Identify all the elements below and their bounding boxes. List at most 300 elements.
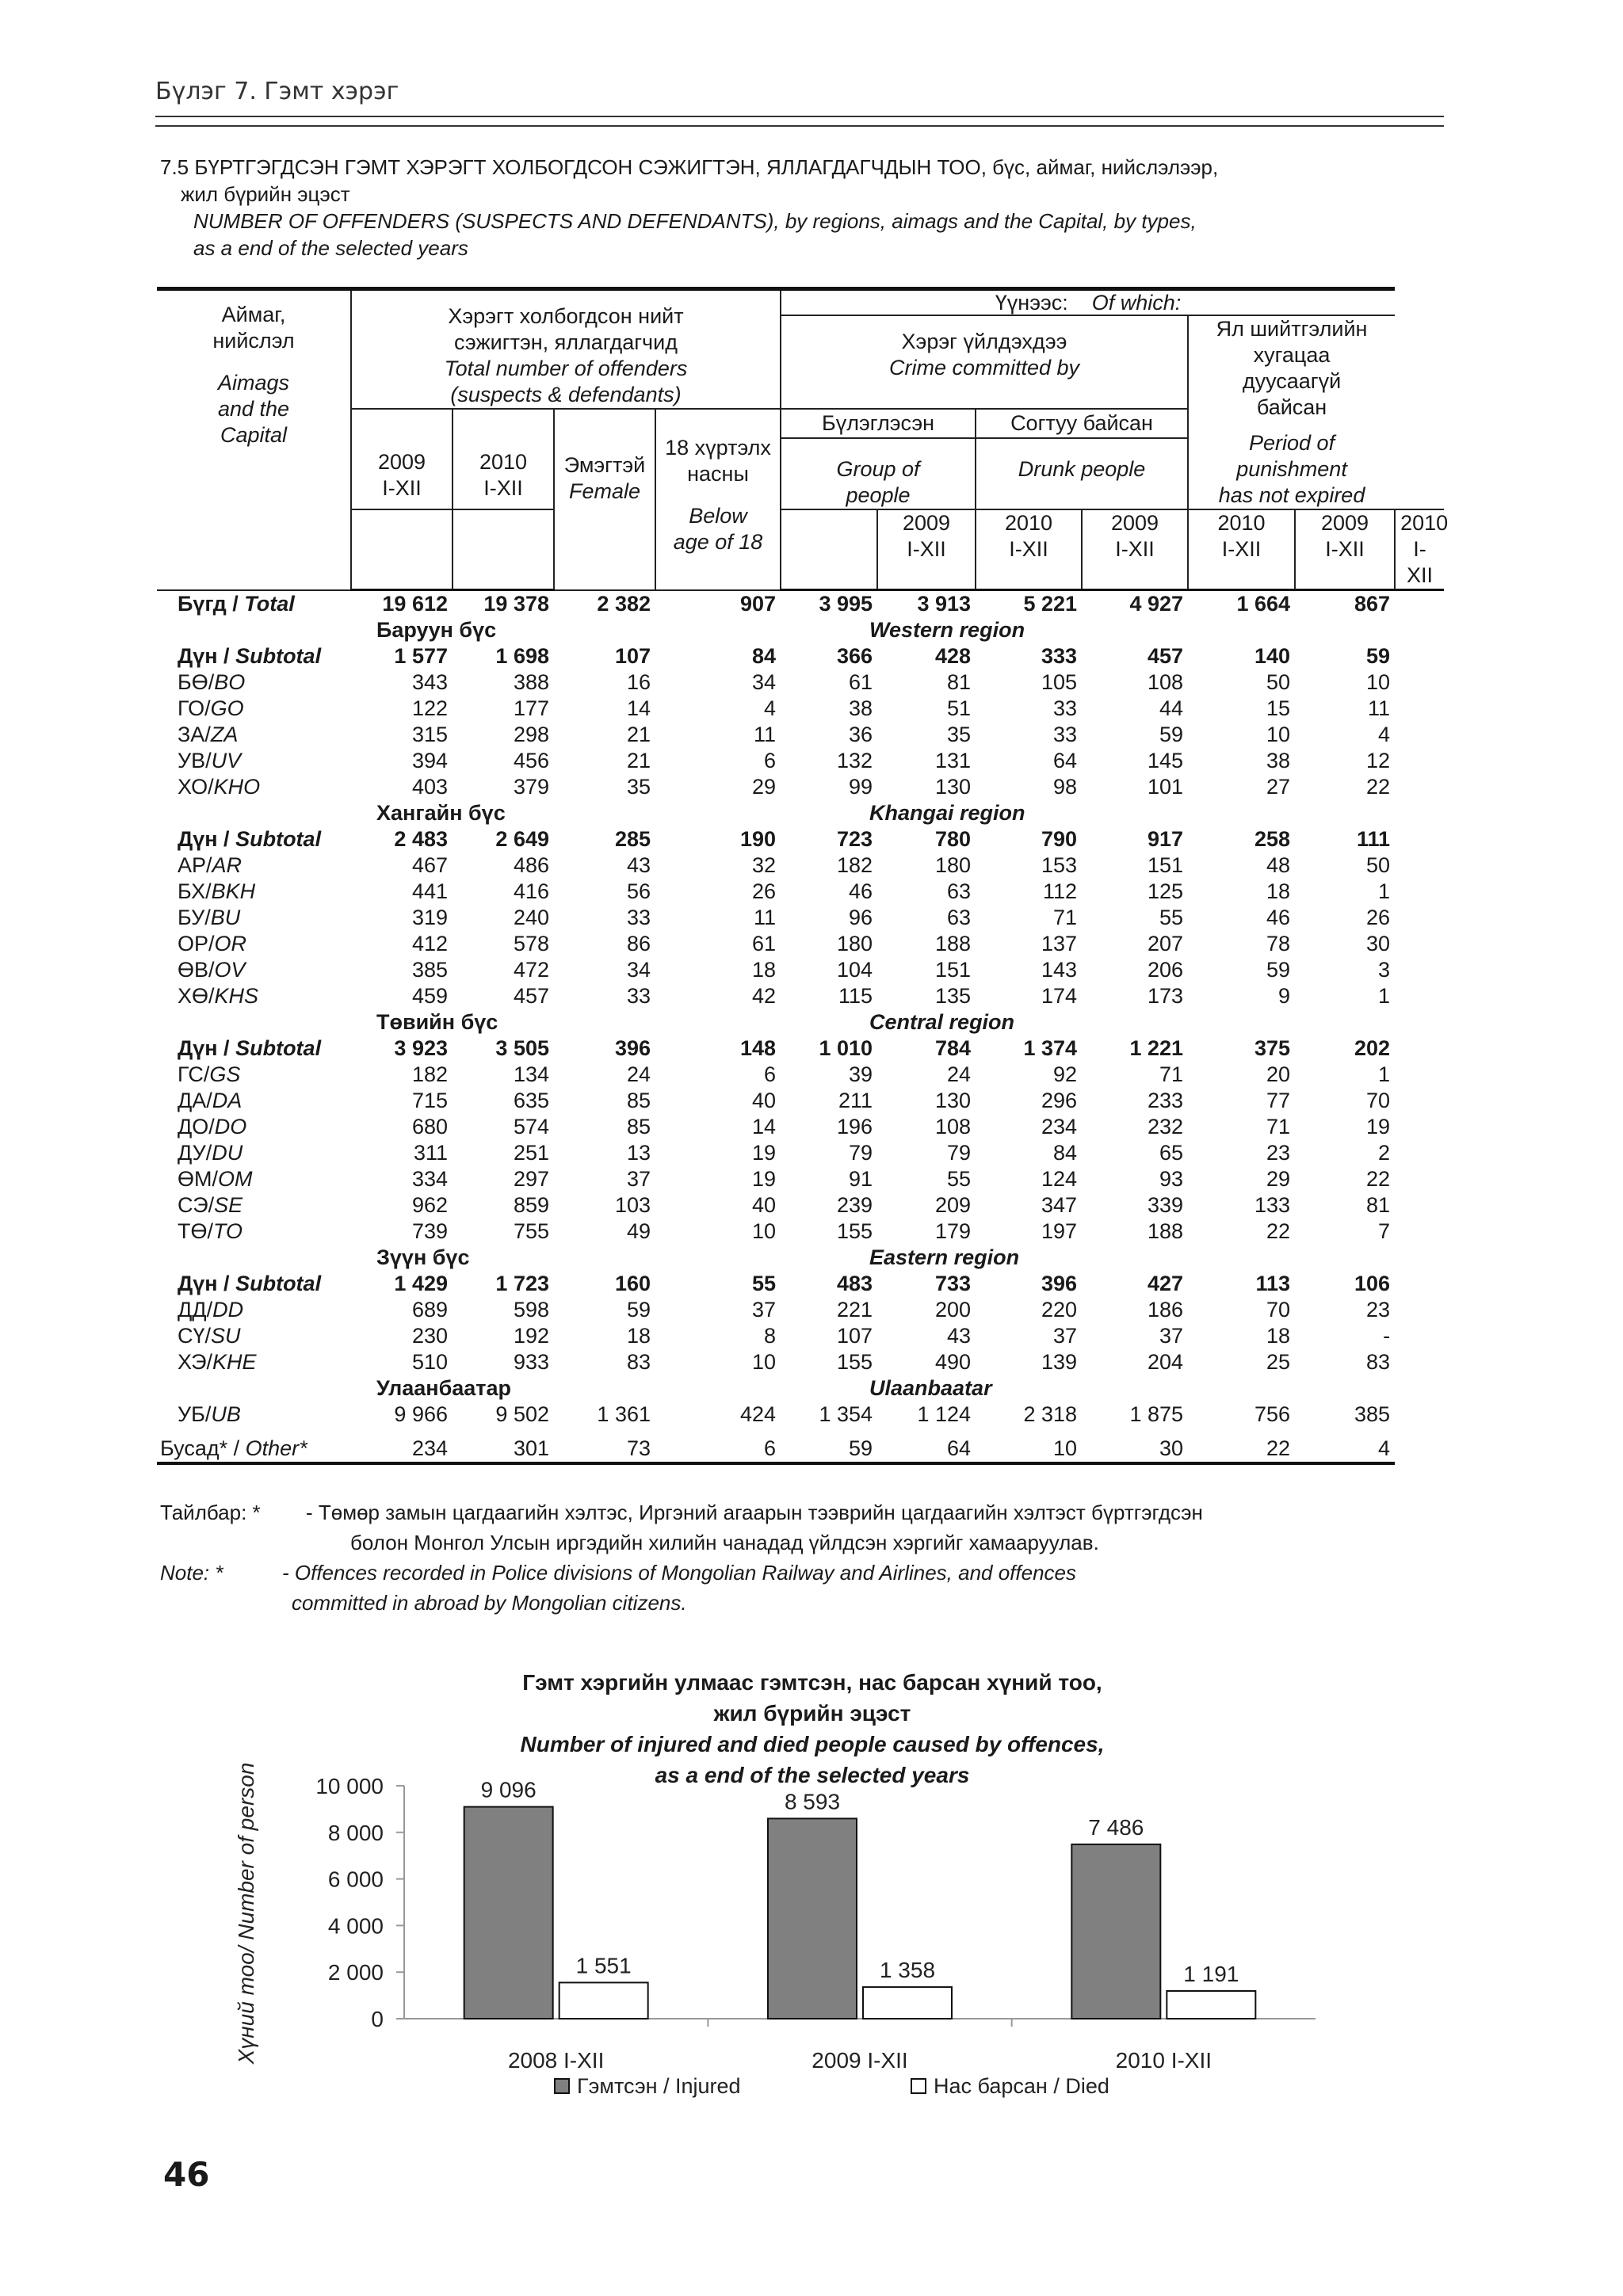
header-group-2010: 2010 I-XII — [976, 509, 1082, 590]
value-cell: 635 — [513, 1089, 549, 1112]
table-notes — [160, 1497, 1460, 1618]
value-cell: 55 — [751, 1272, 777, 1295]
header-group: Бүлэглэсэн — [781, 409, 976, 438]
value-cell: 59 — [1366, 644, 1391, 668]
value-cell: 79 — [946, 1141, 972, 1165]
value-cell: 104 — [836, 958, 873, 982]
value-cell: 1 577 — [394, 644, 448, 668]
data-label: 9 096 — [480, 1777, 537, 1802]
header-crime-committed: Хэрэг үйлдэхдээ Crime committed by — [781, 315, 1188, 409]
value-cell: 143 — [1041, 958, 1078, 982]
value-cell: 11 — [1368, 696, 1391, 720]
value-cell: 200 — [934, 1298, 972, 1322]
value-cell: 37 — [751, 1298, 777, 1322]
value-cell: 93 — [1159, 1167, 1184, 1191]
value-cell: 43 — [626, 853, 651, 877]
value-cell: 233 — [1147, 1089, 1184, 1112]
value-cell: 91 — [848, 1167, 873, 1191]
region-heading-khangai — [157, 800, 1444, 826]
header-2009-total: 2009 I-XII — [351, 409, 453, 509]
value-cell: 1 875 — [1129, 1402, 1184, 1426]
region-label-mn: Хангайн бүс — [376, 801, 506, 825]
value-cell: 81 — [1366, 1193, 1391, 1217]
value-cell: 347 — [1041, 1193, 1078, 1217]
region-label-en: Central region — [869, 1010, 1015, 1034]
legend-swatch-injured — [555, 2079, 569, 2093]
value-cell: 78 — [1266, 932, 1291, 955]
row-label: Дүн / Subtotal — [178, 827, 322, 851]
region-label-en: Western region — [869, 618, 1025, 642]
value-cell: 37 — [626, 1167, 651, 1191]
value-cell: 6 — [763, 1062, 777, 1086]
legend-label-died: Нас барсан / Died — [934, 2074, 1109, 2098]
value-cell: 186 — [1147, 1298, 1184, 1322]
subtotal-row — [157, 826, 1444, 852]
value-cell: 101 — [1147, 775, 1184, 799]
value-cell: 18 — [626, 1324, 651, 1348]
value-cell: 39 — [848, 1062, 873, 1086]
region-heading-eastern — [157, 1245, 1444, 1271]
title-line-mn-cont: жил бүрийн эцэст — [181, 182, 350, 206]
row-label: УВ/UV — [178, 749, 242, 772]
value-cell: 38 — [848, 696, 873, 720]
value-cell: 64 — [1052, 749, 1078, 772]
row-label: ДА/DA — [178, 1089, 242, 1112]
value-cell: 23 — [1266, 1141, 1291, 1165]
row-label: ОР/OR — [178, 932, 247, 955]
note-text-en-cont: committed in abroad by Mongolian citizens. — [292, 1591, 687, 1615]
value-cell: 13 — [626, 1141, 651, 1165]
y-tick-label: 6 000 — [327, 1867, 384, 1892]
row-label: Дүн / Subtotal — [178, 644, 322, 668]
value-cell: 202 — [1354, 1036, 1391, 1060]
value-cell: 19 — [751, 1167, 777, 1191]
value-cell: 197 — [1041, 1219, 1078, 1243]
value-cell: 42 — [751, 984, 777, 1008]
value-cell: 25 — [1266, 1350, 1291, 1374]
row-label: ӨВ/OV — [178, 958, 246, 982]
value-cell: 394 — [411, 749, 448, 772]
header-2010-bottom — [781, 509, 877, 590]
value-cell: 130 — [934, 1089, 972, 1112]
row-label: УБ/UB — [178, 1402, 241, 1426]
value-cell: 122 — [411, 696, 448, 720]
y-axis-label: Хүний тоо/ Number of person — [234, 1762, 258, 2065]
value-cell: 2 483 — [394, 827, 448, 851]
value-cell: 780 — [934, 827, 972, 851]
value-cell: 859 — [513, 1193, 549, 1217]
row-label: БӨ/BO — [178, 670, 246, 694]
table-body — [157, 590, 1444, 1464]
value-cell: 79 — [848, 1141, 873, 1165]
value-cell: 220 — [1041, 1298, 1078, 1322]
value-cell: 24 — [946, 1062, 972, 1086]
value-cell: 3 995 — [819, 592, 873, 616]
value-cell: 61 — [848, 670, 873, 694]
injured-died-chart — [214, 1735, 1339, 2123]
value-cell: 83 — [1366, 1350, 1391, 1374]
value-cell: 4 — [1295, 1428, 1395, 1463]
region-spacer — [157, 1245, 351, 1271]
table-row — [157, 1114, 1444, 1140]
value-cell: 424 — [739, 1402, 777, 1426]
header-group-en: Group of people — [781, 438, 976, 509]
data-label: 7 486 — [1088, 1814, 1144, 1840]
bar-injured — [768, 1818, 857, 2019]
value-cell: 24 — [626, 1062, 651, 1086]
region-heading-central — [157, 1009, 1444, 1035]
value-cell: 180 — [836, 932, 873, 955]
row-label: АР/AR — [178, 853, 242, 877]
value-cell: 43 — [946, 1324, 972, 1348]
row-label: Бусад* / Other* — [157, 1428, 351, 1463]
region-label-en: Ulaanbaatar — [869, 1376, 992, 1400]
value-cell: 680 — [411, 1115, 448, 1138]
value-cell: 379 — [513, 775, 549, 799]
value-cell: 153 — [1041, 853, 1078, 877]
table-row — [157, 1402, 1444, 1428]
value-cell: 18 — [1266, 879, 1291, 903]
value-cell: 26 — [751, 879, 777, 903]
header-rule — [155, 116, 1444, 117]
table-row — [157, 1088, 1444, 1114]
running-header: Бүлэг 7. Гэмт хэрэг — [155, 78, 399, 105]
value-cell: 723 — [836, 827, 873, 851]
region-heading-ulaanbaatar — [157, 1375, 1444, 1402]
x-tick-label: 2009 I-XII — [812, 2048, 908, 2073]
value-cell: 6 — [763, 749, 777, 772]
region-label-en: Khangai region — [869, 801, 1025, 825]
value-cell: 385 — [411, 958, 448, 982]
table-row — [157, 957, 1444, 983]
value-cell: 196 — [836, 1115, 873, 1138]
value-cell: 71 — [1159, 1062, 1184, 1086]
value-cell: 145 — [1147, 749, 1184, 772]
row-label: БХ/BKH — [178, 879, 256, 903]
table-row — [157, 879, 1444, 905]
value-cell: 10 — [1266, 723, 1291, 746]
value-cell: 70 — [1366, 1089, 1391, 1112]
value-cell: 137 — [1041, 932, 1078, 955]
bar-injured — [464, 1807, 553, 2019]
value-cell: 3 923 — [394, 1036, 448, 1060]
value-cell: 3 505 — [495, 1036, 549, 1060]
value-cell: 598 — [513, 1298, 549, 1322]
region-spacer — [157, 1375, 351, 1402]
value-cell: 298 — [513, 723, 549, 746]
value-cell: 239 — [836, 1193, 873, 1217]
value-cell: 180 — [934, 853, 972, 877]
header-drunk-2009: 2009 I-XII — [1082, 509, 1188, 590]
value-cell: 375 — [1254, 1036, 1291, 1060]
subtotal-row — [157, 643, 1444, 669]
value-cell: 190 — [739, 827, 777, 851]
value-cell: 135 — [934, 984, 972, 1008]
value-cell: 35 — [946, 723, 972, 746]
value-cell: 9 — [1277, 984, 1291, 1008]
value-cell: 917 — [1147, 827, 1184, 851]
value-cell: 206 — [1147, 958, 1184, 982]
value-cell: 23 — [1366, 1298, 1391, 1322]
value-cell: 456 — [513, 749, 549, 772]
value-cell: 55 — [946, 1167, 972, 1191]
value-cell: 85 — [626, 1115, 651, 1138]
value-cell: 396 — [1041, 1272, 1078, 1295]
value-cell: 10 — [751, 1350, 777, 1374]
table-row — [157, 1297, 1444, 1323]
header-drunk: Согтуу байсан — [976, 409, 1188, 438]
x-tick-label: 2010 I-XII — [1115, 2048, 1212, 2073]
value-cell: 96 — [848, 906, 873, 929]
title-line-mn: 7.5 БҮРТГЭГДСЭН ГЭМТ ХЭРЭГТ ХОЛБОГДСОН СЭЖИГТЭН, ЯЛЛАГДАГЧДЫН ТОО, бүс, аймаг, нийслэлээр, — [160, 155, 1219, 179]
value-cell: 234 — [1041, 1115, 1078, 1138]
legend-label-injured: Гэмтсэн / Injured — [577, 2074, 741, 2098]
title-line-en: NUMBER OF OFFENDERS (SUSPECTS AND DEFENDANTS), by regions, aimags and the Capital, by types, — [193, 209, 1197, 233]
value-cell: 51 — [946, 696, 972, 720]
value-cell: 65 — [1159, 1141, 1184, 1165]
value-cell: 472 — [513, 958, 549, 982]
value-cell: 103 — [614, 1193, 651, 1217]
row-label: ДД/DD — [178, 1298, 244, 1322]
value-cell: 933 — [513, 1350, 549, 1374]
value-cell: 29 — [1266, 1167, 1291, 1191]
value-cell: 296 — [1041, 1089, 1078, 1112]
value-cell: 416 — [513, 879, 549, 903]
value-cell: 1 429 — [394, 1272, 448, 1295]
value-cell: 207 — [1147, 932, 1184, 955]
note-label-mn: Тайлбар: * — [160, 1501, 261, 1524]
row-label: ЗА/ZA — [178, 723, 239, 746]
value-cell: 20 — [1266, 1062, 1291, 1086]
header-aimag-bottom — [351, 509, 453, 590]
chart-title: Гэмт хэргийн улмаас гэмтсэн, нас барсан хүний тоо, жил бүрийн эцэст Number of injured and died people caused by offences, as a end of the selected years — [520, 1670, 1105, 1787]
value-cell: 867 — [1354, 592, 1391, 616]
row-label: ДУ/DU — [178, 1141, 243, 1165]
value-cell: 459 — [411, 984, 448, 1008]
value-cell: 130 — [934, 775, 972, 799]
table-row — [157, 1140, 1444, 1166]
value-cell: 457 — [1147, 644, 1184, 668]
value-cell: 92 — [1052, 1062, 1078, 1086]
value-cell: 7 — [1378, 1219, 1391, 1243]
value-cell: 232 — [1147, 1115, 1184, 1138]
value-cell: 56 — [626, 879, 651, 903]
value-cell: 49 — [626, 1219, 651, 1243]
row-label: ХЭ/KHE — [178, 1350, 257, 1374]
value-cell: 784 — [934, 1036, 972, 1060]
value-cell: 105 — [1041, 670, 1078, 694]
value-cell: 33 — [626, 906, 651, 929]
value-cell: 40 — [751, 1089, 777, 1112]
value-cell: 483 — [836, 1272, 873, 1295]
header-rule-secondary — [155, 125, 1444, 127]
value-cell: 8 — [763, 1324, 777, 1348]
value-cell: 388 — [513, 670, 549, 694]
row-label: СЭ/SE — [178, 1193, 243, 1217]
region-spacer — [157, 800, 351, 826]
header-aimag: Аймаг, нийслэл Aimags and the Capital — [157, 289, 351, 590]
value-cell: 689 — [411, 1298, 448, 1322]
value-cell: 11 — [753, 906, 777, 929]
bar-injured — [1071, 1844, 1160, 2019]
value-cell: 427 — [1147, 1272, 1184, 1295]
value-cell: 33 — [626, 984, 651, 1008]
value-cell: 1 — [1378, 1062, 1391, 1086]
value-cell: 1 — [1378, 879, 1391, 903]
value-cell: 2 318 — [1023, 1402, 1078, 1426]
table-row — [157, 1323, 1444, 1349]
value-cell: 251 — [513, 1141, 549, 1165]
value-cell: 16 — [626, 670, 651, 694]
data-label: 1 551 — [575, 1953, 632, 1978]
value-cell: 35 — [626, 775, 651, 799]
value-cell: 1 — [1378, 984, 1391, 1008]
table-row — [157, 905, 1444, 931]
value-cell: 32 — [751, 853, 777, 877]
bar-died — [1167, 1991, 1255, 2019]
row-label: ГО/GO — [178, 696, 244, 720]
value-cell: 40 — [751, 1193, 777, 1217]
row-label: Бүгд / Total — [178, 591, 295, 616]
value-cell: 98 — [1052, 775, 1078, 799]
value-cell: 441 — [411, 879, 448, 903]
value-cell: 12 — [1366, 749, 1391, 772]
value-cell: 490 — [934, 1350, 972, 1374]
value-cell: 11 — [753, 723, 777, 746]
value-cell: 790 — [1041, 827, 1078, 851]
table-row — [157, 774, 1444, 800]
header-period-2009: 2009 I-XII — [1295, 509, 1395, 590]
value-cell: 160 — [614, 1272, 651, 1295]
value-cell: 73 — [554, 1428, 655, 1463]
value-cell: 29 — [751, 775, 777, 799]
bar-died — [863, 1987, 952, 2019]
value-cell: 84 — [1052, 1141, 1078, 1165]
value-cell: 1 010 — [819, 1036, 873, 1060]
value-cell: 756 — [1254, 1402, 1291, 1426]
value-cell: 412 — [411, 932, 448, 955]
value-cell: 59 — [1159, 723, 1184, 746]
value-cell: 221 — [836, 1298, 873, 1322]
value-cell: 131 — [934, 749, 972, 772]
value-cell: 486 — [513, 853, 549, 877]
value-cell: 510 — [411, 1350, 448, 1374]
header-below-18: 18 хүртэлх насны Below age of 18 — [655, 409, 781, 590]
value-cell: 107 — [836, 1324, 873, 1348]
row-label: ӨМ/OM — [178, 1167, 253, 1191]
value-cell: 209 — [934, 1193, 972, 1217]
value-cell: 174 — [1041, 984, 1078, 1008]
value-cell: 1 698 — [495, 644, 549, 668]
value-cell: 1 723 — [495, 1272, 549, 1295]
value-cell: 83 — [626, 1350, 651, 1374]
table-row — [157, 748, 1444, 774]
value-cell: 151 — [934, 958, 972, 982]
y-tick-label: 4 000 — [327, 1913, 384, 1939]
header-period-not-expired: Ял шийтгэлийн хугацаа дуусаагүй байсан Period of punishment has not expired — [1188, 315, 1395, 509]
value-cell: 173 — [1147, 984, 1184, 1008]
value-cell: 1 354 — [819, 1402, 873, 1426]
value-cell: 6 — [655, 1428, 781, 1463]
value-cell: 1 361 — [597, 1402, 651, 1426]
value-cell: 140 — [1254, 644, 1291, 668]
value-cell: 182 — [836, 853, 873, 877]
value-cell: 81 — [946, 670, 972, 694]
x-tick-label: 2008 I-XII — [507, 2048, 605, 2073]
table-row — [157, 669, 1444, 696]
value-cell: 4 — [1378, 723, 1391, 746]
region-label-mn: Улаанбаатар — [376, 1376, 512, 1400]
value-cell: 19 378 — [483, 592, 549, 616]
note-text-mn: - Төмөр замын цагдаагийн хэлтэс, Иргэний агаарын тээврийн цагдаагийн хэлтэст бүртгэгдсэн — [306, 1501, 1203, 1524]
value-cell: 71 — [1052, 906, 1078, 929]
table-title — [160, 154, 1460, 261]
value-cell: 14 — [751, 1115, 777, 1138]
value-cell: 319 — [411, 906, 448, 929]
value-cell: 343 — [411, 670, 448, 694]
value-cell: 84 — [751, 644, 777, 668]
value-cell: 30 — [1082, 1428, 1188, 1463]
data-label: 8 593 — [784, 1789, 841, 1814]
value-cell: - — [1383, 1324, 1391, 1348]
value-cell: 467 — [411, 853, 448, 877]
legend-swatch-died — [911, 2079, 926, 2093]
value-cell: 139 — [1041, 1350, 1078, 1374]
value-cell: 63 — [946, 879, 972, 903]
value-cell: 177 — [513, 696, 549, 720]
value-cell: 234 — [351, 1428, 453, 1463]
value-cell: 1 221 — [1129, 1036, 1184, 1060]
table-row — [157, 852, 1444, 879]
value-cell: 148 — [739, 1036, 777, 1060]
note-label-en: Note: * — [160, 1561, 223, 1585]
value-cell: 133 — [1254, 1193, 1291, 1217]
value-cell: 71 — [1266, 1115, 1291, 1138]
bar-died — [559, 1982, 648, 2019]
header-period-2010: 2010 I-XII — [1395, 509, 1444, 590]
value-cell: 188 — [1147, 1219, 1184, 1243]
value-cell: 2 — [1378, 1141, 1391, 1165]
value-cell: 48 — [1266, 853, 1291, 877]
header-group-2009: 2009 I-XII — [877, 509, 976, 590]
value-cell: 70 — [1266, 1298, 1291, 1322]
value-cell: 33 — [1052, 723, 1078, 746]
value-cell: 10 — [751, 1219, 777, 1243]
value-cell: 115 — [838, 984, 873, 1008]
y-tick-label: 2 000 — [327, 1960, 384, 1985]
value-cell: 285 — [614, 827, 651, 851]
value-cell: 99 — [848, 775, 873, 799]
value-cell: 3 — [1378, 958, 1391, 982]
value-cell: 36 — [848, 723, 873, 746]
table-row — [157, 983, 1444, 1009]
value-cell: 27 — [1266, 775, 1291, 799]
value-cell: 9 502 — [495, 1402, 549, 1426]
value-cell: 21 — [626, 723, 651, 746]
data-label: 1 191 — [1183, 1961, 1239, 1986]
header-total-offenders: Хэрэгт холбогдсон нийт сэжигтэн, яллагдагчид Total number of offenders (suspects & defendants) — [351, 289, 781, 410]
value-cell: 26 — [1366, 906, 1391, 929]
value-cell: 19 612 — [382, 592, 448, 616]
value-cell: 240 — [513, 906, 549, 929]
y-tick-label: 8 000 — [327, 1820, 384, 1845]
value-cell: 333 — [1041, 644, 1078, 668]
value-cell: 403 — [411, 775, 448, 799]
value-cell: 2 649 — [495, 827, 549, 851]
value-cell: 21 — [626, 749, 651, 772]
value-cell: 34 — [626, 958, 651, 982]
header-2009-bottom — [453, 509, 554, 590]
